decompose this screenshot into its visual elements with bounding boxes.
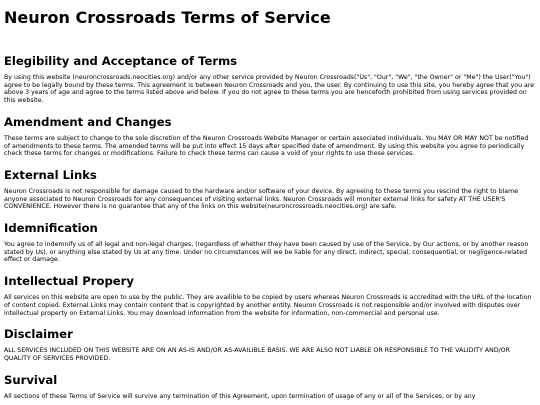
section-body-survival: All sections of these Terms of Service will survive any termination of this Agreement, upon termination of usage of any or all of the Services, or by any bbox=[4, 392, 476, 400]
section-heading-eligibility: Elegibility and Acceptance of Terms bbox=[4, 54, 238, 68]
section-heading-amendment: Amendment and Changes bbox=[4, 114, 172, 129]
section-heading-disclaimer: Disclaimer bbox=[4, 327, 73, 342]
section-heading-external-links: External Links bbox=[4, 167, 97, 182]
section-body-amendment: These terms are subject to change to the sole discretion of the Neuron Crossroads Website Manager or certain associated individuals. You MAY OR MAY NOT be notified of amendments to these terms. The amended terms will be put into effect 15 days after specified date of amendment. By using this website you agree to periodically check these terms for changes or modifications. Failure to check these terms can cause a void of your rights to use these services. bbox=[4, 134, 529, 158]
section-body-external-links: Neuron Crossroads is not responsible for damage caused to the hardware and/or software of your device. By agreeing to these terms you rescind the right to blame anyone associated to Neuron Crossroads for any consequences of visiting external links. Neuron Crossroads will moniter external links for safety AT THE USER'S CONVENIENCE. However there is no guarantee that any of the links on this website(neuroncrossroads.neocities.org) are safe. bbox=[4, 187, 519, 211]
section-body-disclaimer: ALL SERVICES INCLUDED ON THIS WEBSITE ARE ON AN AS-IS AND/OR AS-AVAILIBLE BASIS. WE ARE ALSO NOT LIABLE OR RESPONSIBLE TO THE VALIDITY AND/OR QUALITY OF SERVICES PROVIDED. bbox=[4, 347, 511, 362]
section-body-intellectual-property: All services on this website are open to use by the public. They are availible to be copied by users whereas Neuron Crossroads is accredited with the URL of the location of content copied. External Links may contain content that is copyrighted by another entity. Neuron Crossroads is not responsible and/or involved with disputes over intellectual property on External Links. You may download information from the website for information, non-commercial and personal use. bbox=[4, 294, 532, 317]
section-body-eligibility: By using this website (neuroncrossroads.neocities.org) and/or any other service provided by Neuron Crossroads("Us", "Our", "We", "the Owner" or "Me") the User("You") agree to be legally bound by these terms. This agreement is between Neuron Crossroads and you, the user. By continuing to use this site, you hereby agree that you are above 3 years of age and agree to the terms listed above and below. If you do not agree to these terms you are henceforth prohibited from using services provided on this website. bbox=[4, 74, 535, 105]
section-heading-survival: Survival bbox=[4, 372, 58, 387]
section-heading-intellectual-property: Intellectual Propery bbox=[4, 274, 134, 289]
page-title: Neuron Crossroads Terms of Service bbox=[4, 8, 331, 27]
section-body-idemnification: You agree to indemnify us of all legal and non-legal charges, (regardless of whether they have been caused by use of the Service, by Our actions, or by another reason stated by Us), or anything else stated by Us at any time. Under no circumstances will we be liable for any direct, indirect, special, consequential, or negligence-related effect or damage. bbox=[4, 241, 529, 264]
section-heading-idemnification: Idemnification bbox=[4, 221, 98, 236]
